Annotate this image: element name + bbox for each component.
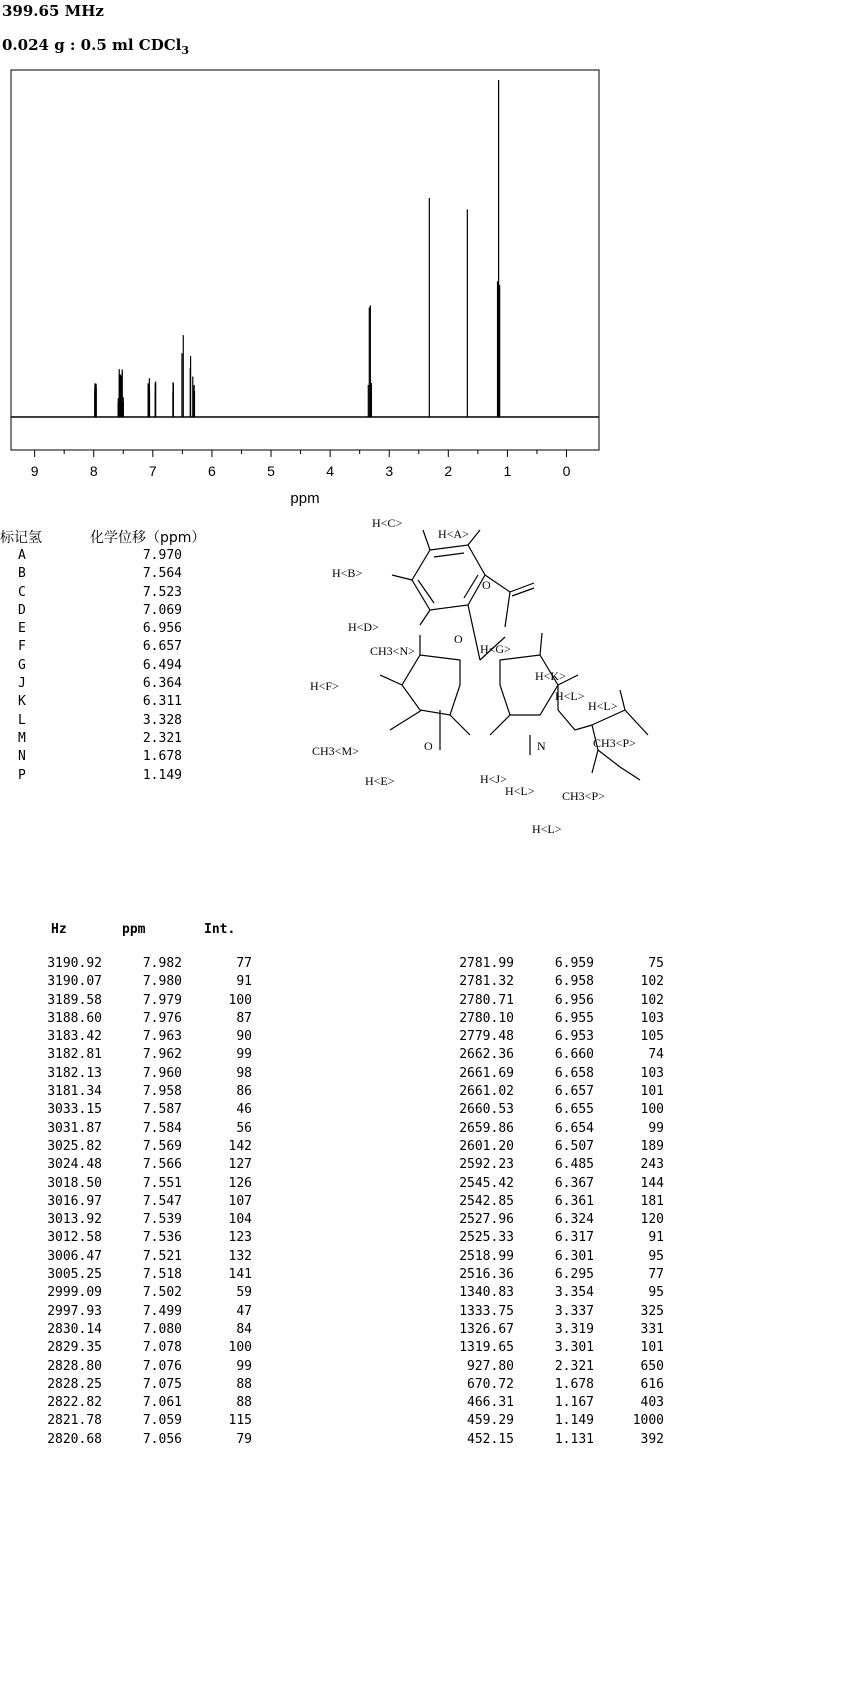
assignment-label: J	[18, 676, 26, 692]
peak-hz: 2525.33	[459, 1230, 514, 1246]
peak-hz: 2828.25	[47, 1376, 102, 1392]
peak-hz: 2828.80	[47, 1358, 102, 1374]
peak-ppm: 7.566	[142, 1157, 182, 1173]
peak-ppm: 7.963	[142, 1029, 182, 1045]
peak-ppm: 6.361	[554, 1193, 594, 1209]
peak-hz: 2999.09	[47, 1285, 102, 1301]
peak-int: 115	[228, 1413, 252, 1429]
assignment-shift: 6.494	[142, 657, 182, 673]
assignment-label: K	[18, 694, 26, 710]
peak-ppm: 7.059	[142, 1413, 182, 1429]
assignment-shift: 7.970	[142, 548, 182, 563]
peak-hz: 2780.10	[459, 1010, 514, 1026]
peak-hz: 2660.53	[459, 1102, 514, 1118]
peak-ppm: 6.959	[554, 956, 594, 971]
peak-ppm: 7.962	[142, 1047, 182, 1063]
x-tick-label: 5	[267, 463, 275, 479]
peak-ppm: 2.321	[554, 1358, 594, 1374]
peak-ppm: 7.569	[142, 1138, 182, 1154]
peak-ppm: 7.499	[142, 1303, 182, 1319]
sample-description	[2, 36, 189, 57]
assignment-row	[0, 712, 240, 730]
peak-int: 103	[640, 1065, 664, 1081]
peak-int: 142	[228, 1138, 252, 1154]
peak-int: 59	[236, 1285, 252, 1301]
header-ppm: ppm	[122, 922, 146, 937]
peak-ppm: 1.678	[554, 1376, 594, 1392]
peak-hz: 3016.97	[47, 1193, 102, 1209]
peak-int: 86	[236, 1084, 252, 1100]
peak-int: 102	[640, 974, 664, 990]
peak-ppm: 6.658	[554, 1065, 594, 1081]
sample-text: 0.024 g : 0.5 ml CDCl	[2, 36, 182, 54]
assignment-header-shift: 化学位移（ppm）	[90, 530, 206, 546]
peak-int: 99	[236, 1358, 252, 1374]
x-tick-label: 9	[30, 463, 39, 479]
peak-hz: 3018.50	[47, 1175, 102, 1191]
label-hg: H<G>	[480, 642, 511, 656]
assignment-shift: 7.523	[142, 584, 182, 600]
assignment-shift: 7.069	[142, 602, 182, 618]
peak-hz: 2829.35	[47, 1340, 102, 1356]
x-tick-label: 2	[444, 463, 453, 479]
peak-ppm: 6.324	[554, 1212, 594, 1228]
peak-ppm: 7.980	[142, 974, 182, 990]
peak-ppm: 7.076	[142, 1358, 182, 1374]
label-hl3: H<L>	[505, 784, 535, 798]
assignment-label: M	[18, 730, 26, 746]
x-axis-ticks	[35, 450, 567, 457]
peak-ppm: 6.958	[554, 974, 594, 990]
label-ha: H<A>	[438, 527, 469, 541]
peak-ppm: 7.502	[142, 1285, 182, 1301]
plot-frame	[11, 70, 599, 450]
peak-hz: 1326.67	[459, 1321, 514, 1337]
peak-int: 189	[640, 1138, 664, 1154]
label-hk: H<K>	[535, 669, 566, 683]
peak-int: 144	[640, 1175, 664, 1191]
peak-hz: 2781.99	[459, 956, 514, 971]
peak-ppm: 7.979	[142, 992, 182, 1008]
peak-int: 91	[648, 1230, 664, 1246]
assignment-label: N	[18, 749, 26, 765]
assignment-label: C	[18, 584, 26, 600]
peak-hz: 927.80	[467, 1358, 514, 1374]
peak-int: 87	[236, 1010, 252, 1026]
peak-hz: 1319.65	[459, 1340, 514, 1356]
peak-ppm: 7.587	[142, 1102, 182, 1118]
assignment-row	[0, 602, 240, 620]
peak-ppm: 7.056	[142, 1431, 182, 1447]
peak-int: 79	[236, 1431, 252, 1447]
peak-hz: 2661.69	[459, 1065, 514, 1081]
label-hl1: H<L>	[555, 689, 585, 703]
peak-hz: 2516.36	[459, 1267, 514, 1283]
assignment-row	[0, 693, 240, 711]
assignment-row	[0, 748, 240, 766]
peak-int: 46	[236, 1102, 252, 1118]
peak-ppm: 6.654	[554, 1120, 594, 1136]
assignment-label: G	[18, 657, 26, 673]
assignment-row	[0, 620, 240, 638]
peak-int: 101	[640, 1340, 664, 1356]
peak-int: 98	[236, 1065, 252, 1081]
peak-hz: 2545.42	[459, 1175, 514, 1191]
assignment-row	[0, 730, 240, 748]
assignment-shift: 3.328	[142, 712, 182, 728]
peak-ppm: 7.539	[142, 1212, 182, 1228]
label-he: H<E>	[365, 774, 395, 788]
peak-int: 126	[228, 1175, 252, 1191]
peak-hz: 3025.82	[47, 1138, 102, 1154]
peak-hz: 459.29	[467, 1413, 514, 1429]
peak-ppm: 6.655	[554, 1102, 594, 1118]
peak-ppm: 7.061	[142, 1395, 182, 1411]
assignment-label: F	[18, 639, 26, 655]
label-o-ring: O	[454, 632, 463, 646]
nmr-spectrum-chart	[0, 60, 600, 510]
peak-ppm: 6.660	[554, 1047, 594, 1063]
peak-hz: 1340.83	[459, 1285, 514, 1301]
peak-ppm: 6.367	[554, 1175, 594, 1191]
x-tick-label: 8	[89, 463, 98, 479]
label-hl4: H<L>	[532, 822, 562, 836]
assignment-shift: 6.364	[142, 676, 182, 692]
peak-int: 95	[648, 1285, 664, 1301]
label-n: N	[537, 739, 546, 753]
x-tick-label: 4	[326, 463, 335, 479]
assignment-label: A	[18, 548, 26, 563]
assignment-label: B	[18, 566, 26, 582]
peak-hz: 2821.78	[47, 1413, 102, 1429]
peak-hz: 2830.14	[47, 1321, 102, 1337]
peak-ppm: 7.584	[142, 1120, 182, 1136]
peak-int: 88	[236, 1395, 252, 1411]
label-ch3m: CH3<M>	[312, 744, 359, 758]
peak-int: 99	[236, 1047, 252, 1063]
peak-ppm: 3.337	[554, 1303, 594, 1319]
peak-hz: 3031.87	[47, 1120, 102, 1136]
peak-int: 104	[228, 1212, 252, 1228]
peak-int: 120	[640, 1212, 664, 1228]
x-tick-label: 1	[503, 463, 512, 479]
peak-hz: 2661.02	[459, 1084, 514, 1100]
peak-ppm: 1.167	[554, 1395, 594, 1411]
x-tick-label: 0	[562, 463, 571, 479]
assignment-row	[0, 547, 240, 565]
assignment-shift: 6.956	[142, 621, 182, 637]
peak-hz: 2518.99	[459, 1248, 514, 1264]
label-ch3p2: CH3<P>	[562, 789, 605, 803]
peak-int: 105	[640, 1029, 664, 1045]
x-tick-label: 3	[385, 463, 394, 479]
peak-ppm: 6.507	[554, 1138, 594, 1154]
peak-hz: 2822.82	[47, 1395, 102, 1411]
assignment-row	[0, 657, 240, 675]
peak-int: 403	[640, 1395, 664, 1411]
peak-hz: 3181.34	[47, 1084, 102, 1100]
peak-ppm: 6.956	[554, 992, 594, 1008]
peak-int: 243	[640, 1157, 664, 1173]
peak-ppm: 7.976	[142, 1010, 182, 1026]
peak-int: 100	[228, 1340, 252, 1356]
peak-hz: 3012.58	[47, 1230, 102, 1246]
peak-ppm: 6.485	[554, 1157, 594, 1173]
peak-int: 91	[236, 974, 252, 990]
peak-ppm: 6.953	[554, 1029, 594, 1045]
peak-int: 56	[236, 1120, 252, 1136]
peak-int: 1000	[632, 1413, 664, 1429]
label-hc: H<C>	[372, 516, 403, 530]
peak-hz: 2997.93	[47, 1303, 102, 1319]
peak-int: 77	[648, 1267, 664, 1283]
assignment-header-label: 标记氢	[0, 530, 42, 546]
peak-int: 47	[236, 1303, 252, 1319]
peak-int: 100	[228, 992, 252, 1008]
peak-hz: 466.31	[467, 1395, 514, 1411]
peak-hz: 2542.85	[459, 1193, 514, 1209]
assignment-table	[0, 547, 240, 785]
spectrum-peaks	[95, 80, 500, 417]
assignment-shift: 1.678	[142, 749, 182, 765]
header-hz: Hz	[51, 922, 67, 937]
peak-ppm: 7.551	[142, 1175, 182, 1191]
peak-hz: 3182.13	[47, 1065, 102, 1081]
peak-int: 392	[640, 1431, 664, 1447]
peak-ppm: 7.080	[142, 1321, 182, 1337]
peak-ppm: 6.301	[554, 1248, 594, 1264]
sample-subscript: 3	[181, 44, 190, 57]
x-axis-tick-labels	[31, 463, 571, 479]
peak-hz: 3183.42	[47, 1029, 102, 1045]
peak-int: 103	[640, 1010, 664, 1026]
peak-int: 75	[648, 956, 664, 971]
peak-ppm: 7.518	[142, 1267, 182, 1283]
label-o-carbonyl: O	[482, 578, 491, 592]
peak-ppm: 6.317	[554, 1230, 594, 1246]
peak-ppm: 3.354	[554, 1285, 594, 1301]
peak-int: 331	[640, 1321, 664, 1337]
peak-ppm: 7.521	[142, 1248, 182, 1264]
peak-int: 325	[640, 1303, 664, 1319]
assignment-row	[0, 565, 240, 583]
peak-int: 95	[648, 1248, 664, 1264]
label-o-xanthene: O	[424, 739, 433, 753]
peak-int: 102	[640, 992, 664, 1008]
peak-ppm: 7.958	[142, 1084, 182, 1100]
peak-int: 100	[640, 1102, 664, 1118]
label-hf: H<F>	[310, 679, 339, 693]
label-ch3n: CH3<N>	[370, 644, 415, 658]
peak-int: 107	[228, 1193, 252, 1209]
peak-hz: 3033.15	[47, 1102, 102, 1118]
x-tick-label: 7	[148, 463, 157, 479]
peak-ppm: 7.075	[142, 1376, 182, 1392]
peak-hz: 2780.71	[459, 992, 514, 1008]
peak-hz: 1333.75	[459, 1303, 514, 1319]
peak-int: 141	[228, 1267, 252, 1283]
peak-int: 88	[236, 1376, 252, 1392]
peak-hz: 2659.86	[459, 1120, 514, 1136]
peak-int: 123	[228, 1230, 252, 1246]
assignment-shift: 7.564	[142, 566, 182, 582]
label-hd: H<D>	[348, 620, 379, 634]
peak-hz: 2527.96	[459, 1212, 514, 1228]
peak-ppm: 7.547	[142, 1193, 182, 1209]
peak-ppm: 6.295	[554, 1267, 594, 1283]
peak-ppm: 6.657	[554, 1084, 594, 1100]
peak-ppm: 7.960	[142, 1065, 182, 1081]
peak-hz: 452.15	[467, 1431, 514, 1447]
label-hj: H<J>	[480, 772, 507, 786]
peak-hz: 2601.20	[459, 1138, 514, 1154]
peak-hz: 3190.92	[47, 956, 102, 971]
assignment-shift: 6.311	[142, 694, 182, 710]
assignment-row	[0, 584, 240, 602]
assignment-row	[0, 675, 240, 693]
peak-hz: 670.72	[467, 1376, 514, 1392]
peak-int: 132	[228, 1248, 252, 1264]
assignment-row	[0, 767, 240, 785]
assignment-shift: 6.657	[142, 639, 182, 655]
peak-ppm: 6.955	[554, 1010, 594, 1026]
peak-int: 650	[640, 1358, 664, 1374]
spectrometer-frequency: 399.65 MHz	[2, 2, 104, 20]
peak-ppm: 3.319	[554, 1321, 594, 1337]
assignment-label: D	[18, 602, 26, 618]
peak-hz: 2779.48	[459, 1029, 514, 1045]
peak-int: 181	[640, 1193, 664, 1209]
assignment-label: E	[18, 621, 26, 637]
header-int: Int.	[204, 922, 236, 937]
peak-hz: 3190.07	[47, 974, 102, 990]
peak-int: 99	[648, 1120, 664, 1136]
molecular-structure	[310, 505, 710, 840]
peak-hz: 2592.23	[459, 1157, 514, 1173]
peak-hz: 3013.92	[47, 1212, 102, 1228]
peak-int: 84	[236, 1321, 252, 1337]
label-ch3p1: CH3<P>	[593, 736, 636, 750]
assignment-label: L	[18, 712, 26, 728]
peak-int: 127	[228, 1157, 252, 1173]
peak-hz: 3182.81	[47, 1047, 102, 1063]
peak-ppm: 7.536	[142, 1230, 182, 1246]
peak-ppm: 7.982	[142, 956, 182, 971]
peak-ppm: 3.301	[554, 1340, 594, 1356]
x-tick-label: 6	[208, 463, 216, 479]
peak-int: 616	[640, 1376, 664, 1392]
peak-ppm: 7.078	[142, 1340, 182, 1356]
peak-int: 101	[640, 1084, 664, 1100]
label-hb: H<B>	[332, 566, 363, 580]
peak-hz: 3189.58	[47, 992, 102, 1008]
peak-hz: 3006.47	[47, 1248, 102, 1264]
peak-hz: 2820.68	[47, 1431, 102, 1447]
peak-int: 90	[236, 1029, 252, 1045]
assignment-shift: 1.149	[142, 767, 182, 783]
peak-hz: 2662.36	[459, 1047, 514, 1063]
assignment-label: P	[18, 767, 26, 783]
assignment-row	[0, 638, 240, 656]
peak-hz: 2781.32	[459, 974, 514, 990]
assignment-shift: 2.321	[142, 730, 182, 746]
peak-hz: 3005.25	[47, 1267, 102, 1283]
peak-ppm: 1.131	[554, 1431, 594, 1447]
x-axis-label: ppm	[290, 490, 320, 507]
peak-hz: 3188.60	[47, 1010, 102, 1026]
peak-hz: 3024.48	[47, 1157, 102, 1173]
peak-int: 74	[648, 1047, 664, 1063]
label-hl2: H<L>	[588, 699, 618, 713]
peak-int: 77	[236, 956, 252, 971]
peak-ppm: 1.149	[554, 1413, 594, 1429]
